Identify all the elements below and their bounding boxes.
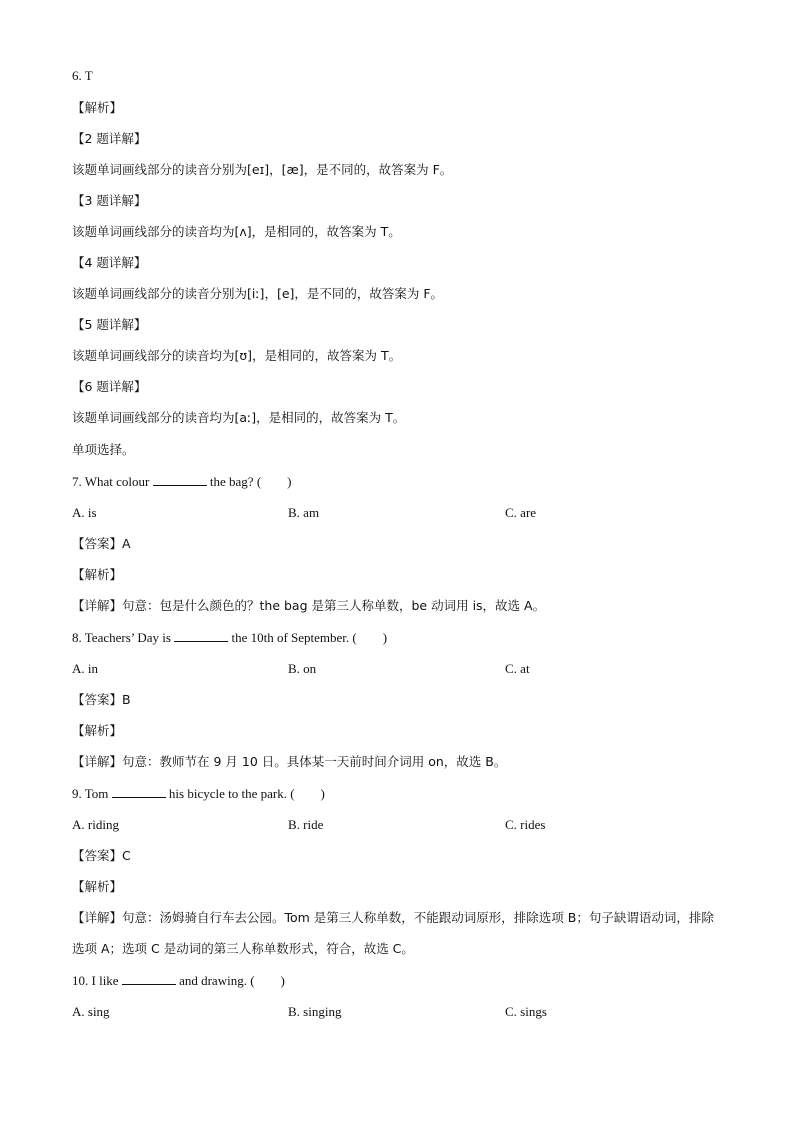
analysis-label: 【解析】	[72, 100, 123, 115]
question-10-option-a: A. sing	[72, 1004, 110, 1019]
question-9-answer: 【答案】C	[72, 848, 131, 863]
answer-blank	[174, 629, 228, 642]
detail-2-label: 【2 题详解】	[72, 131, 147, 146]
detail-4-text: 该题单词画线部分的读音分别为[iː]，[e]，是不同的，故答案为 F。	[72, 286, 444, 301]
answer-blank	[112, 785, 166, 798]
question-8-option-c: C. at	[505, 661, 530, 676]
question-7-answer: 【答案】A	[72, 536, 131, 551]
detail-5-text: 该题单词画线部分的读音均为[ʊ]，是相同的，故答案为 T。	[72, 348, 402, 363]
question-7-option-c: C. are	[505, 505, 537, 520]
question-9-detail: 【详解】句意：汤姆骑自行车去公园。Tom 是第三人称单数，不能跟动词原形，排除选项 B；句子缺谓语动词，排除选项 A；选项 C 是动词的第三人称单数形式，符合，故选 C。	[72, 910, 714, 956]
question-8-stem: 8. Teachers’ Day is the 10th of September. ( )	[72, 630, 388, 645]
question-8-option-b: B. on	[288, 661, 317, 676]
question-9-stem: 9. Tom his bicycle to the park. ( )	[72, 786, 325, 801]
detail-5-label: 【5 题详解】	[72, 317, 147, 332]
question-10-stem: 10. I like and drawing. ( )	[72, 973, 285, 988]
question-8-option-a: A. in	[72, 661, 98, 676]
answer-blank	[122, 972, 176, 985]
question-9-option-c: C. rides	[505, 817, 546, 832]
question-9-option-a: A. riding	[72, 817, 119, 832]
detail-6-label: 【6 题详解】	[72, 379, 147, 394]
q6-answer: 6. T	[72, 68, 93, 83]
question-10-option-c: C. sings	[505, 1004, 547, 1019]
detail-2-text: 该题单词画线部分的读音分别为[eɪ]，[æ]，是不同的，故答案为 F。	[72, 162, 453, 177]
question-8-detail: 【详解】句意：教师节在 9 月 10 日。具体某一天前时间介词用 on，故选 B。	[72, 754, 507, 769]
question-8-answer: 【答案】B	[72, 692, 131, 707]
detail-4-label: 【4 题详解】	[72, 255, 147, 270]
detail-6-text: 该题单词画线部分的读音均为[aː]，是相同的，故答案为 T。	[72, 410, 406, 425]
question-7-option-b: B. am	[288, 505, 320, 520]
question-7-option-a: A. is	[72, 505, 97, 520]
question-7-detail: 【详解】句意：包是什么颜色的？the bag 是第三人称单数，be 动词用 is，故选 A。	[72, 598, 546, 613]
detail-3-text: 该题单词画线部分的读音均为[ʌ]，是相同的，故答案为 T。	[72, 224, 401, 239]
question-7-stem: 7. What colour the bag? ( )	[72, 474, 292, 489]
detail-3-label: 【3 题详解】	[72, 193, 147, 208]
question-8-analysis: 【解析】	[72, 723, 123, 738]
question-9-option-b: B. ride	[288, 817, 324, 832]
question-9-analysis: 【解析】	[72, 879, 123, 894]
question-7-analysis: 【解析】	[72, 567, 123, 582]
question-10-option-b: B. singing	[288, 1004, 342, 1019]
answer-blank	[153, 473, 207, 486]
section-heading: 单项选择。	[72, 442, 135, 457]
